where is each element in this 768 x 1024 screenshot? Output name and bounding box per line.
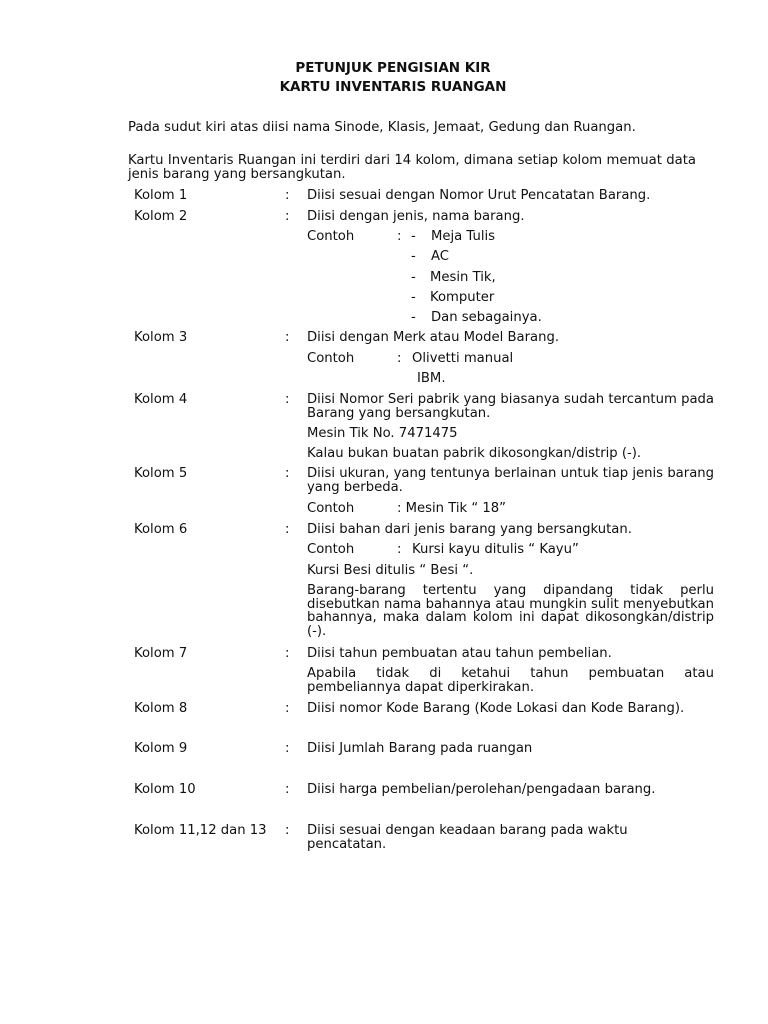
kolom-6-note: Barang-barang tertentu yang dipandang tidak perlu disebutkan nama bahannya atau mungkin sulit menyebutkan bahannya, maka dalam kolom ini dapat dikosongkan/distrip (-).	[307, 583, 714, 639]
kolom-5-label: Kolom 5	[134, 466, 188, 481]
kolom-7-description: Diisi tahun pembuatan atau tahun pembelian.	[307, 646, 612, 661]
document-subtitle: KARTU INVENTARIS RUANGAN	[279, 79, 507, 95]
kolom-5-description: Diisi ukuran, yang tentunya berlainan untuk tiap jenis barang yang berbeda.	[307, 466, 714, 495]
kolom-3-example-2: IBM.	[417, 371, 446, 386]
kolom-4-note-1: Mesin Tik No. 7471475	[307, 426, 458, 441]
kolom-3-label: Kolom 3	[134, 330, 188, 345]
kolom-3-description: Diisi dengan Merk atau Model Barang.	[307, 330, 560, 345]
kolom-10-colon: :	[285, 782, 290, 797]
kolom-6-example-1: Kursi kayu ditulis “ Kayu”	[412, 542, 579, 557]
kolom-8-label: Kolom 8	[134, 701, 188, 716]
kolom-6-example-2: Kursi Besi ditulis “ Besi “.	[307, 563, 474, 578]
kolom-3-example-1: Olivetti manual	[412, 351, 514, 366]
kolom-3-contoh-label: Contoh	[307, 351, 355, 366]
intro-paragraph-2: Kartu Inventaris Ruangan ini terdiri dari 14 kolom, dimana setiap kolom memuat data jenis barang yang bersangkutan.	[128, 153, 696, 182]
kolom-6-contoh-label: Contoh	[307, 542, 355, 557]
kolom-5-colon: :	[285, 466, 290, 481]
kolom-2-example-4: Komputer	[430, 290, 495, 305]
kolom-11-12-13-label: Kolom 11,12 dan 13	[134, 823, 267, 838]
kolom-2-dash-5: -	[411, 310, 416, 325]
kolom-4-description: Diisi Nomor Seri pabrik yang biasanya sudah tercantum pada Barang yang bersangkutan.	[307, 392, 714, 421]
kolom-3-contoh-colon: :	[397, 351, 402, 366]
kolom-1-colon: :	[285, 188, 290, 203]
kolom-9-description: Diisi Jumlah Barang pada ruangan	[307, 741, 533, 756]
document-title: PETUNJUK PENGISIAN KIR	[295, 60, 491, 76]
kolom-2-example-3: Mesin Tik,	[430, 270, 496, 285]
kolom-6-description: Diisi bahan dari jenis barang yang bersangkutan.	[307, 522, 632, 537]
kolom-7-colon: :	[285, 646, 290, 661]
kolom-2-dash-1: -	[411, 229, 416, 244]
kolom-2-description: Diisi dengan jenis, nama barang.	[307, 209, 525, 224]
kolom-10-description: Diisi harga pembelian/perolehan/pengadaan barang.	[307, 782, 656, 797]
kolom-2-colon: :	[285, 209, 290, 224]
kolom-4-colon: :	[285, 392, 290, 407]
kolom-11-12-13-description: Diisi sesuai dengan keadaan barang pada waktu pencatatan.	[307, 823, 628, 852]
kolom-4-label: Kolom 4	[134, 392, 188, 407]
kolom-2-contoh-colon: :	[397, 229, 402, 244]
kolom-11-12-13-colon: :	[285, 823, 290, 838]
kolom-2-label: Kolom 2	[134, 209, 188, 224]
kolom-2-example-5: Dan sebagainya.	[431, 310, 542, 325]
kolom-5-contoh-label: Contoh	[307, 501, 355, 516]
kolom-7-note: Apabila tidak di ketahui tahun pembuatan atau pembeliannya dapat diperkirakan.	[307, 666, 714, 695]
kolom-2-contoh-label: Contoh	[307, 229, 355, 244]
kolom-3-colon: :	[285, 330, 290, 345]
kolom-6-colon: :	[285, 522, 290, 537]
intro-paragraph-1: Pada sudut kiri atas diisi nama Sinode, Klasis, Jemaat, Gedung dan Ruangan.	[128, 120, 636, 135]
kolom-2-dash-3: -	[411, 270, 416, 285]
kolom-2-dash-4: -	[411, 290, 416, 305]
kolom-8-colon: :	[285, 701, 290, 716]
kolom-7-label: Kolom 7	[134, 646, 188, 661]
kolom-1-description: Diisi sesuai dengan Nomor Urut Pencatatan Barang.	[307, 188, 651, 203]
kolom-1-label: Kolom 1	[134, 188, 188, 203]
kolom-9-label: Kolom 9	[134, 741, 188, 756]
kolom-10-label: Kolom 10	[134, 782, 196, 797]
kolom-8-description: Diisi nomor Kode Barang (Kode Lokasi dan Kode Barang).	[307, 701, 685, 716]
kolom-9-colon: :	[285, 741, 290, 756]
kolom-4-note-2: Kalau bukan buatan pabrik dikosongkan/distrip (-).	[307, 446, 642, 461]
kolom-2-example-2: AC	[431, 249, 449, 264]
kolom-2-dash-2: -	[411, 249, 416, 264]
kolom-2-example-1: Meja Tulis	[431, 229, 496, 244]
kolom-6-contoh-colon: :	[397, 542, 402, 557]
kolom-6-label: Kolom 6	[134, 522, 188, 537]
kolom-5-example: : Mesin Tik “ 18”	[397, 501, 506, 516]
